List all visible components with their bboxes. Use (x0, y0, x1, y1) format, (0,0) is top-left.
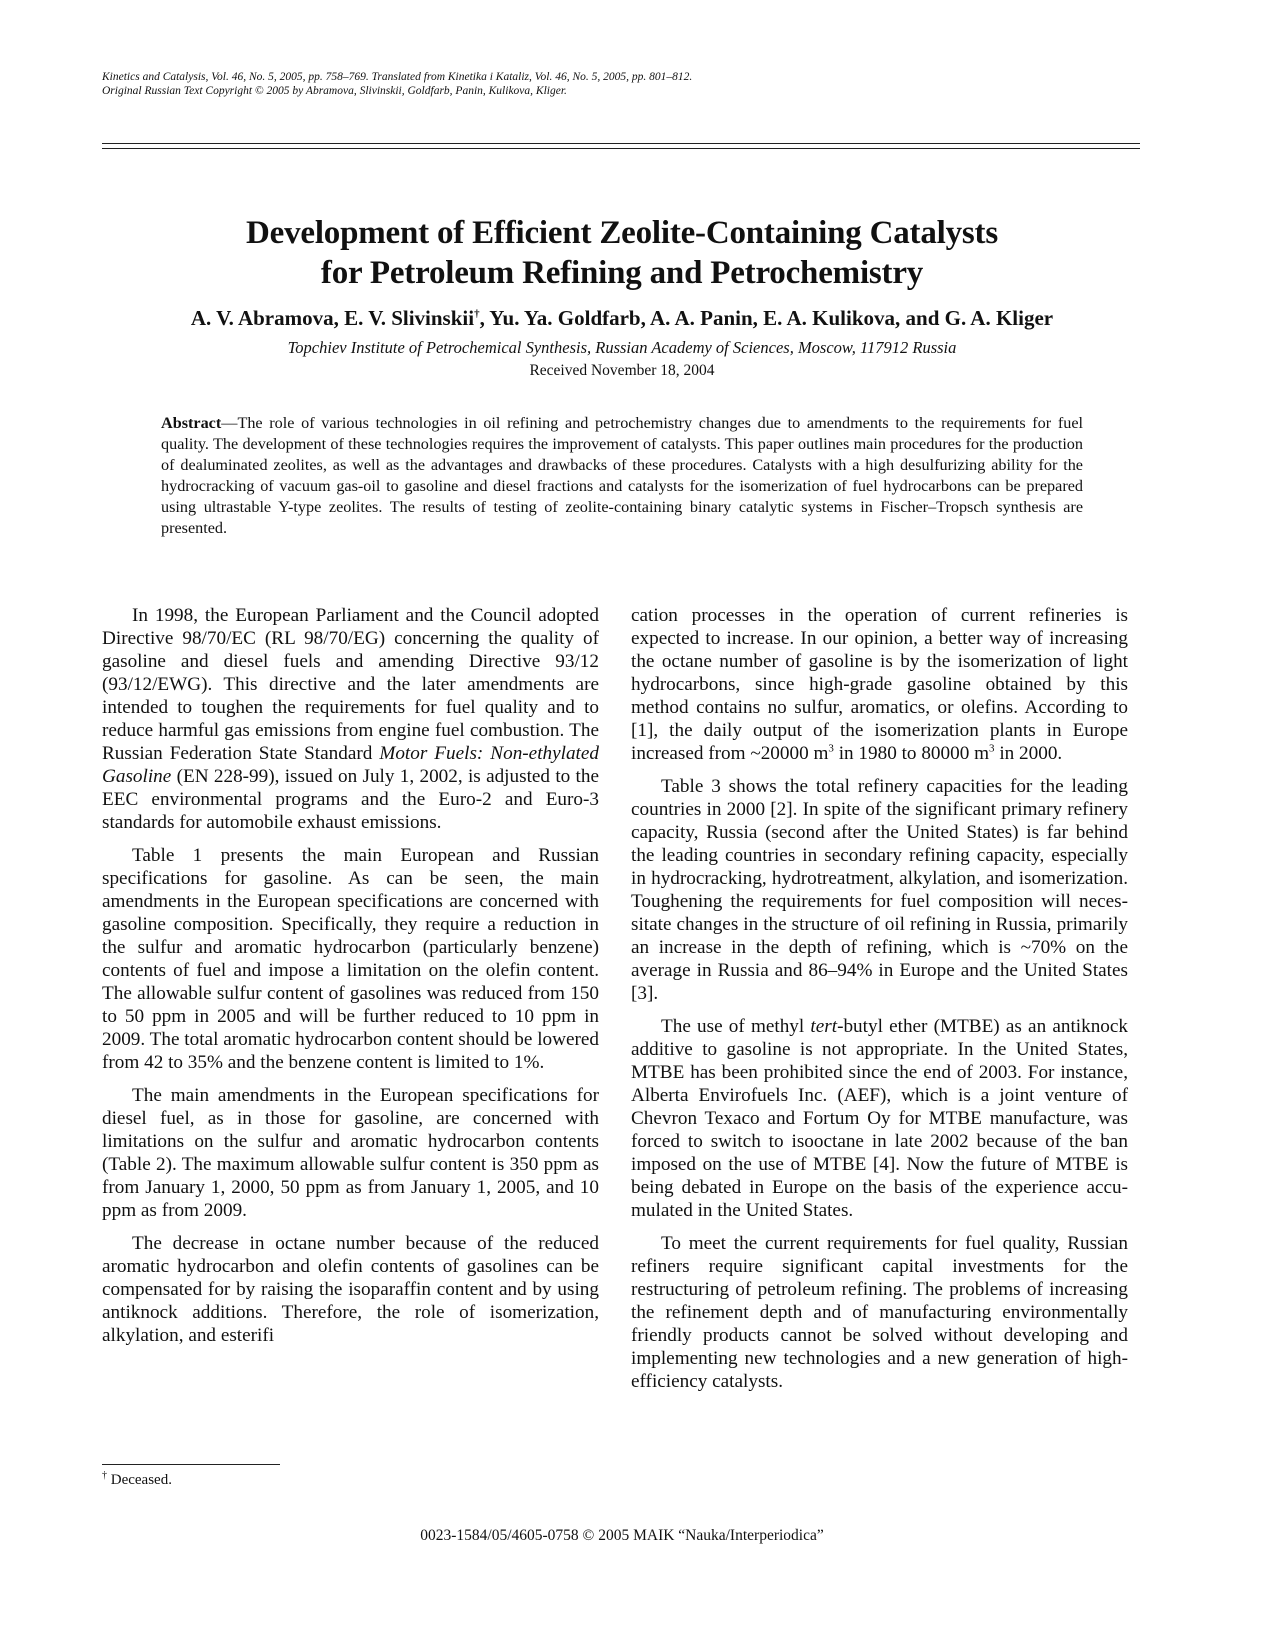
authors-part-1: A. V. Abramova, E. V. Slivinskii (190, 306, 475, 330)
issn-copyright-line: 0023-1584/05/4605-0758 © 2005 MAIK “Nauka/Interperiodica” (420, 1527, 824, 1544)
affiliation: Topchiev Institute of Petrochemical Synthesis, Russian Academy of Sciences, Moscow, 117912 Russia (287, 338, 957, 357)
paragraph (631, 604, 1128, 765)
paragraph: The main amendments in the European specifications for diesel fuel, as in those for gasoline, are concerned with limitations on the sulfur and aromatic hydrocarbon contents (Table 2). The maximum allowable sulfur content is 350 ppm as from January 1, 2000, 50 ppm as from January 1, 2005, and 10 ppm as from 2009. (102, 1085, 599, 1221)
paragraph-text: -butyl ether (MTBE) as an antiknock additive to gasoline is not appropriate. In the United States, MTBE has been prohibited since the end of 2003. For instance, Alberta Envirofuels Inc. (AEF), which is a joint venture of Chevron Texaco and Fortum Oy for MTBE manufacture, was forced to switch to isooctane in late 2002 because of the ban imposed on the use of MTBE [4]. Now the future of MTBE is being debated in Europe on the basis of the experience accumulated in the United States. (631, 1016, 1129, 1221)
left-column (102, 604, 599, 1357)
paragraph: Table 1 presents the main European and Russian specifications for gasoline. As can be seen, the main amendments in the European specifications are concerned with gasoline composition. Specifically, they require a reduction in the sulfur and aromatic hydrocarbon (particularly benzene) contents of fuel and impose a limitation on the olefin content. The allowable sulfur content of gasolines was reduced from 150 to 50 ppm in 2005 and will be further reduced to 10 ppm in 2009. The total aromatic hydrocarbon content should be lowered from 42 to 35% and the benzene content is limited to 1%. (102, 845, 599, 1073)
authors-part-2: , Yu. Ya. Goldfarb, A. A. Panin, E. A. Kulikova, and G. A. Kliger (479, 306, 1054, 330)
paragraph-text: The use of methyl (661, 1016, 811, 1037)
paragraph-text: in 2000. (994, 743, 1063, 764)
superscript: 3 (828, 742, 834, 755)
footnote-text: Deceased. (107, 1472, 172, 1488)
journal-citation: Kinetics and Catalysis, Vol. 46, No. 5, 2005, pp. 758–769. Translated from Kinetika i Kataliz, Vol. 46, No. 5, 2005, pp. 801–812. (102, 71, 693, 83)
abstract-text: —The role of various technologies in oil refining and petrochemistry changes due to amendments to the requirements for fuel quality. The development of these technologies requires the improvement of catalysts. This paper outlines main procedures for the production of dealuminated zeolites, as well as the advantages and drawbacks of these procedures. Catalysts with a high desulfurizing ability for the hydrocracking of vacuum gas-oil to gasoline and diesel fractions and catalysts for the isomerization of fuel hydrocarbons can be prepared using ultrastable Y-type zeolites. The results of testing of zeolite-containing binary catalytic systems in Fischer–Tropsch synthesis are presented. (161, 414, 1083, 537)
title-line-2: for Petroleum Refining and Petrochemistry (320, 255, 924, 291)
paragraph: Table 3 shows the total refinery capacities for the leading countries in 2000 [2]. In spite of the significant primary refinery capacity, Russia (second after the United States) is far behind the leading countries in secondary refining capacity, especially in hydrocracking, hydrotreatment, alkylation, and isomerization. Toughening the requirements for fuel composition will necessitate changes in the structure of oil refining in Russia, primarily an increase in the depth of refining, which is ~70% on the average in Russia and 86–94% in Europe and the United States [3]. (631, 776, 1128, 1004)
superscript: 3 (989, 742, 995, 755)
author-list (102, 305, 1142, 331)
copyright-line: Original Russian Text Copyright © 2005 by Abramova, Slivinskii, Goldfarb, Panin, Kulikova, Kliger. (102, 85, 567, 97)
abstract-label: Abstract (161, 414, 222, 432)
dagger-mark: † (474, 308, 480, 320)
footnote-rule (102, 1464, 280, 1465)
paper-title (102, 213, 1142, 293)
paragraph-text: In 1998, the European Parliament and the Council adopted Directive 98/70/EC (RL 98/70/EG) concerning the quality of gasoline and diesel fuels and amending Directive 93/12 (93/12/EWG). This directive and the later amendments are intended to toughen the requirements for fuel quality and to reduce harmful gas emissions from engine fuel combustion. The Russian Federation State Standard (102, 605, 599, 764)
paragraph-text: in 1980 to 80000 m (833, 743, 990, 764)
paragraph (631, 1015, 1128, 1222)
header-rule-top (102, 143, 1140, 144)
received-date: Received November 18, 2004 (529, 362, 715, 379)
paragraph-text: cation processes in the operation of current refineries is expected to increase. In our opinion, a better way of increasing the octane number of gasoline is by the isomerization of light hydrocarbons, since high-grade gasoline obtained by this method contains no sulfur, aromatics, or olefins. According to [1], the daily output of the isomerization plants in Europe increased from ~20000 m (631, 605, 1128, 764)
standard-title: Motor Fuels: Non-ethylated Gasoline (102, 743, 599, 787)
journal-header (102, 70, 1142, 98)
right-column (631, 604, 1128, 1403)
footnote-mark: † (102, 1470, 107, 1481)
header-rule-bottom (102, 148, 1140, 149)
italic-term: tert (810, 1016, 838, 1037)
footnote (102, 1470, 172, 1490)
title-line-1: Development of Efficient Zeolite-Containing Catalysts (246, 215, 998, 251)
paragraph: To meet the current requirements for fuel quality, Russian refiners require significant capital investments for the restructuring of petroleum refining. The problems of increasing the refinement depth and of manufacturing environmentally friendly products cannot be solved without developing and implementing new technologies and a new generation of high-efficiency catalysts. (631, 1233, 1128, 1392)
abstract (161, 413, 1083, 539)
paragraph (102, 604, 599, 834)
paragraph: The decrease in octane number because of the reduced aromatic hydrocarbon and olefin contents of gasolines can be compensated for by raising the isoparaffin content and by using antiknock additions. Therefore, the role of isomerization, alkylation, and esterifi (102, 1233, 599, 1346)
paragraph-text: (EN 228-99), issued on July 1, 2002, is adjusted to the EEC environmental programs and the Euro-2 and Euro-3 standards for automobile exhaust emissions. (102, 766, 599, 833)
